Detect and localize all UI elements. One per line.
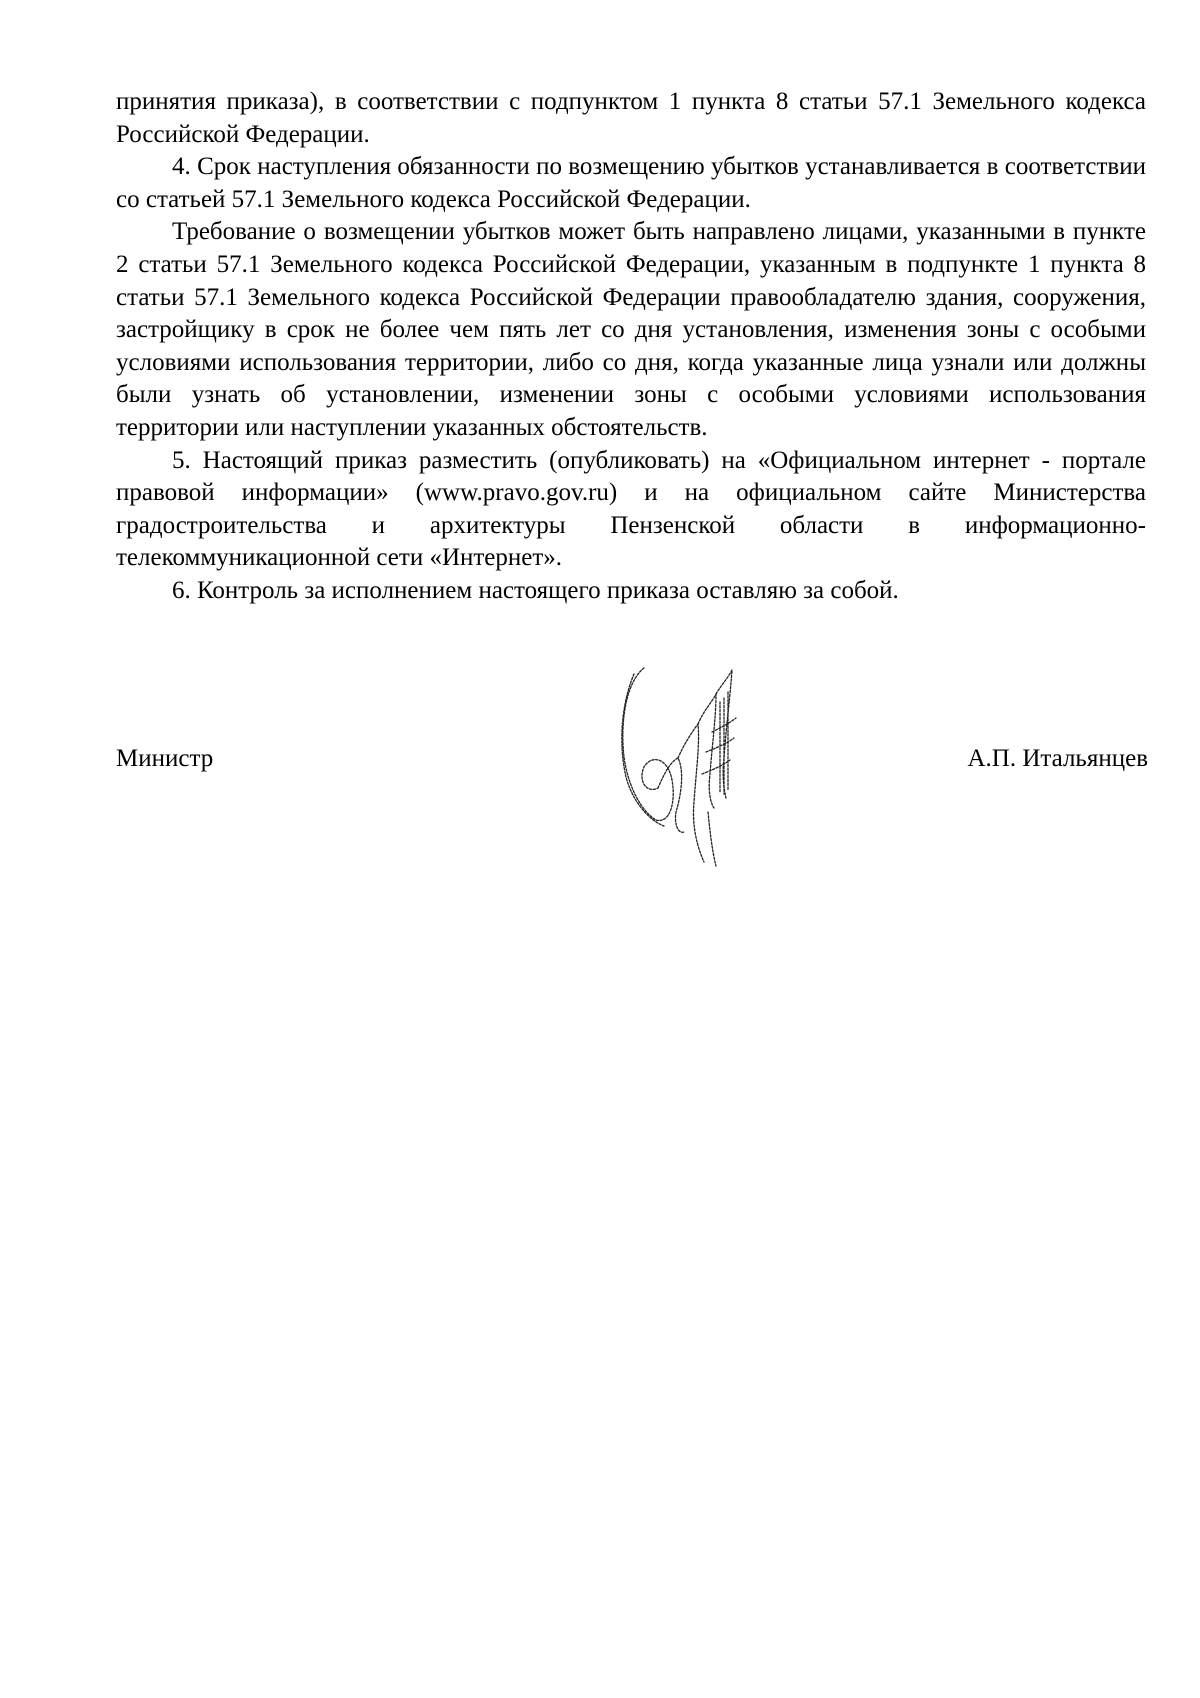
- paragraph-item-6: 6. Контроль за исполнением настоящего приказа оставляю за собой.: [172, 576, 899, 604]
- paragraph-claim-requirement: Требование о возмещении убытков может быть направлено лицами, указанными в пункте 2 статьи 57.1 Земельного кодекса Российской Федерации, указанным в подпункте 1 пункта 8 статьи 57.1 Земельного кодекса Российской Федерации правообладателю здания, сооружения, застройщику в срок не более чем пять лет со дня установления, изменения зоны с особыми условиями использования территории, либо со дня, когда указанные лица узнали или должны были узнать об установлении, изменении зоны с особыми условиями использования территории или наступлении указанных обстоятельств.: [116, 218, 1146, 441]
- position-title: Министр: [116, 745, 214, 772]
- document-body: [116, 86, 1146, 608]
- paragraph-continuation: принятия приказа), в соответствии с подпунктом 1 пункта 8 статьи 57.1 Земельного кодекса Российской Федерации.: [116, 88, 1146, 148]
- signer-name: А.П. Итальянцев: [967, 745, 1148, 772]
- paragraph-item-4: 4. Срок наступления обязанности по возмещению убытков устанавливается в соответствии со статьей 57.1 Земельного кодекса Российской Федерации.: [116, 153, 1146, 213]
- paragraph-item-5: 5. Настоящий приказ разместить (опубликовать) на «Официальном интернет - портале правовой информации» (www.pravo.gov.ru) и на официальном сайте Министерства градостроительства и архитектуры Пензенской области в информационно-телекоммуникационной сети «Интернет».: [116, 446, 1146, 572]
- handwritten-signature: [612, 662, 782, 872]
